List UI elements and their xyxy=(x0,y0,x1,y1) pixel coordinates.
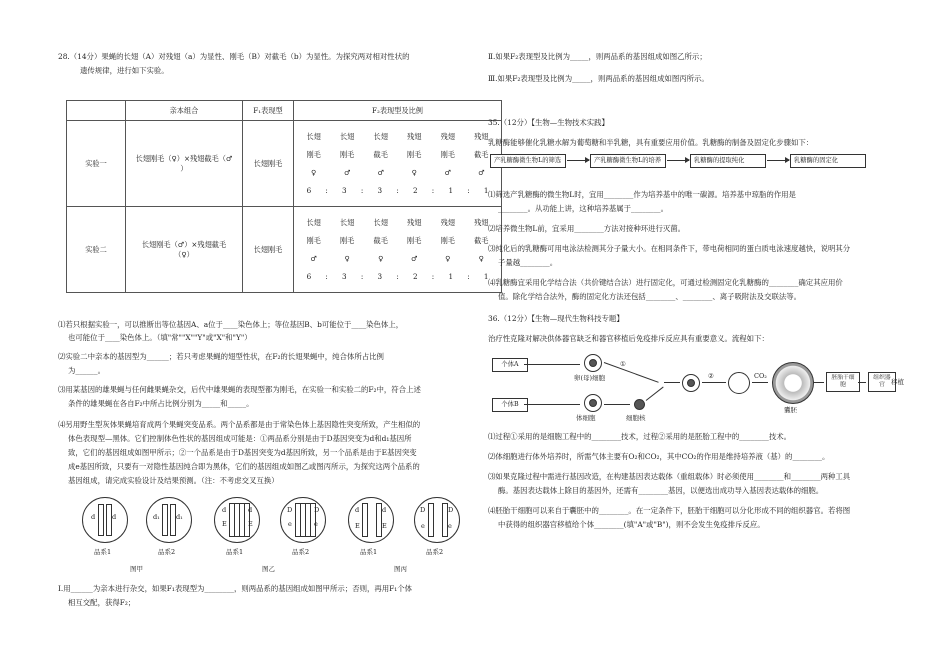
arrow-line xyxy=(752,382,768,383)
q28-sub1-line2: 也可能位于____染色体上。（填"常""X""Y"或"X"和"Y"） xyxy=(68,333,252,342)
q35-sub3-line1: ⑶纯化后的乳糖酶可用电泳法检测其分子量大小。在相同条件下，带电荷相同的蛋白质电泳速度越快，说明其分 xyxy=(488,244,851,253)
q28-iii: Ⅲ.如果F₂表现型及比例为_____，则两品系的基因组成如图丙所示。 xyxy=(488,74,709,83)
q35-title: 35.（12分）【生物—生物技术实践】 xyxy=(488,118,609,127)
arrow-line xyxy=(702,382,726,383)
oocyte-icon xyxy=(584,354,602,372)
q28-ii: Ⅱ.如果F₂表现型及比例为_____，则两品系的基因组成如图乙所示； xyxy=(488,52,707,61)
table-header-f1: F₁表现型 xyxy=(243,101,294,121)
arrow-line xyxy=(664,382,680,383)
q36-intro: 治疗性克隆对解决供体器官缺乏和器官移植后免疫排斥反应具有重要意义。流程如下： xyxy=(488,334,769,343)
q28-sub5-line2: 相互交配，获得F₂； xyxy=(68,598,136,607)
organ-box: 组织器官 xyxy=(868,372,896,392)
flow-step: 产乳糖酶微生物L的筛选 xyxy=(490,154,566,168)
strain2-label: 品系2 xyxy=(426,548,444,556)
q35-sub4-line1: ⑷乳糖酶宜采用化学结合法（共价键结合法）进行固定化，可通过检测固定化乳糖酶的________确定其应用价 xyxy=(488,278,843,287)
row-name: 实验一 xyxy=(67,121,126,207)
blastocyst-icon xyxy=(772,362,814,404)
strain1-label: 品系1 xyxy=(360,548,378,556)
table-header-parents: 亲本组合 xyxy=(126,101,243,121)
step2-label: ② xyxy=(708,372,714,380)
arrow-line xyxy=(604,404,630,405)
strain2-label: 品系2 xyxy=(292,548,310,556)
q28-sub4-line1: ⑷另用野生型灰体果蝇培育成两个果蝇突变品系。两个品系都是由于常染色体上基因隐性突变所致，产生相似的 xyxy=(58,420,421,429)
individual-a-box: 个体A xyxy=(492,358,528,372)
q28-sub4-line2: 体色表现型—黑体。它们控制体色性状的基因组成可能是：①两品系分别是由于D基因突变为d和d₁基因所 xyxy=(68,434,412,443)
q35-sub4-line2: 值。除化学结合法外，酶的固定化方法还包括________、________、离子吸附法及交联法等。 xyxy=(498,292,802,301)
q36-flowchart xyxy=(488,348,902,424)
arrow-line xyxy=(814,382,824,383)
cell-circle: d d E E xyxy=(348,497,394,543)
row-name: 实验二 xyxy=(67,207,126,293)
parents-line2: （♀） xyxy=(174,249,194,259)
cell-circle: d d xyxy=(82,497,128,543)
q28-sub4-line3: 致，它们的基因组成如图甲所示；②一个品系是由于D基因突变为d基因所致，另一个品系是由于E基因突变 xyxy=(68,448,417,457)
f2-line: 长翅 长翅 长翅 残翅 残翅 残翅 xyxy=(306,131,489,141)
q28-sub4-line4: 成e基因所致，只要有一对隐性基因纯合即为黑体，它们的基因组成如图乙或图丙所示，为探究这两个品系的 xyxy=(68,462,420,471)
q28-sub2-line2: 为______。 xyxy=(68,366,105,375)
experiment-table xyxy=(66,100,502,293)
f2-line: 刚毛 刚毛 截毛 刚毛 刚毛 截毛 xyxy=(306,235,489,245)
q36-sub4-line2: 中获得的组织器官移植给个体________(填"A"或"B")，则不会发生免疫排斥反应。 xyxy=(498,520,765,529)
f2-line: 6 : 3 : 3 : 2 : 1 : 1 xyxy=(306,271,489,281)
q36-sub3-line1: ⑶如果克隆过程中需进行基因改造，在构建基因表达载体（重组载体）时必须使用________和________两种工具 xyxy=(488,472,851,481)
q28-sub4-line5: 基因组成，请完成实验设计及结果预测。（注：不考虑交叉互换） xyxy=(68,476,279,485)
table-row xyxy=(67,121,502,207)
strain1-label: 品系1 xyxy=(94,548,112,556)
embryo-icon xyxy=(728,372,750,394)
q28-sub3-line2: 条件的雄果蝇在各自F₂中所占比例分别为_____和_____。 xyxy=(68,399,254,408)
row-parents xyxy=(126,121,243,207)
blastocyst-label: 囊胚 xyxy=(784,406,797,414)
arrow-icon xyxy=(667,160,689,161)
table-corner xyxy=(67,101,126,121)
arrow-line xyxy=(604,362,659,383)
flow-step: 产乳糖酶微生物L的培养 xyxy=(590,154,666,168)
arrow-line xyxy=(646,387,664,401)
f2-line: 长翅 长翅 长翅 残翅 残翅 残翅 xyxy=(306,217,489,227)
cell-circle: d d E E xyxy=(214,497,260,543)
strain2-label: 品系2 xyxy=(158,548,176,556)
q35-sub2: ⑵培养微生物L前，宜采用________方法对接种环进行灭菌。 xyxy=(488,224,686,233)
reconstructed-cell-icon xyxy=(682,374,700,392)
row-f1: 长翅刚毛 xyxy=(243,121,294,207)
cell-circle: D D e e xyxy=(414,497,460,543)
somatic-label: 体细胞 xyxy=(576,414,596,422)
figure-jia-label: 图甲 xyxy=(130,565,143,573)
row-f1: 长翅刚毛 xyxy=(243,207,294,293)
table-row xyxy=(67,207,502,293)
q28-sub3-line1: ⑶用某基因的雄果蝇与任何雌果蝇杂交，后代中雄果蝇的表现型都为刚毛，在实验一和实验二的F₂中，符合上述 xyxy=(58,385,421,394)
nucleus-icon xyxy=(634,399,645,410)
q36-sub4-line1: ⑷胚胎干细胞可以来自于囊胚中的________。在一定条件下，胚胎干细胞可以分化形成不同的组织器官。若将图 xyxy=(488,506,851,515)
q28-intro-line1: 28.（14分）果蝇的长翅（A）对残翅（a）为显性、刚毛（B）对截毛（b）为显性。为探究两对相对性状的 xyxy=(58,52,410,61)
somatic-cell-icon xyxy=(584,394,602,412)
table-header-f2: F₂表现型及比例 xyxy=(294,101,502,121)
row-f2 xyxy=(294,121,502,207)
q35-intro: 乳糖酶能够催化乳糖水解为葡萄糖和半乳糖，具有重要应用价值。乳糖酶的制备及固定化步骤如下： xyxy=(488,138,814,147)
parents-line2: ） xyxy=(180,163,188,173)
q36-sub3-line2: 酶。基因表达载体上除目的基因外，还需有________基因，以便选出成功导入基因表达载体的细胞。 xyxy=(498,486,824,495)
q28-sub1-line1: ⑴若只根据实验一，可以推断出等位基因A、a位于____染色体上；等位基因B、b可能位于____染色体上， xyxy=(58,320,404,329)
f2-line: ♂ ♀ ♀ ♂ ♀ ♀ xyxy=(310,253,484,263)
q36-title: 36.（12分）【生物—现代生物科技专题】 xyxy=(488,314,624,323)
individual-b-box: 个体B xyxy=(492,398,528,412)
q28-sub5-line1: Ⅰ.用______为亲本进行杂交，如果F₁表现型为________，则两品系的基因组成如图甲所示；否则，再用F₁个体 xyxy=(58,584,413,593)
q35-flowchart xyxy=(490,154,866,168)
co2-label: CO₂ xyxy=(754,372,767,380)
q28-intro-line2: 遗传规律，进行如下实验。 xyxy=(80,66,169,75)
esc-box: 胚胎干细胞 xyxy=(826,372,860,392)
transplant-label: 移植 xyxy=(891,378,904,386)
row-parents xyxy=(126,207,243,293)
arrow-line xyxy=(524,404,580,405)
flow-step: 乳糖酶的提取纯化 xyxy=(690,154,766,168)
q36-sub2: ⑵体细胞进行体外培养时，所需气体主要有O₂和CO₂，其中CO₂的作用是维持培养液（基）的________。 xyxy=(488,452,830,461)
arrow-icon xyxy=(767,160,789,161)
cell-circle: d₁ d₁ xyxy=(146,497,192,543)
q35-sub3-line2: 子量越________。 xyxy=(498,258,558,267)
parents-line1: 长翅刚毛（♀）×残翅截毛（♂ xyxy=(135,154,233,164)
arrow-icon xyxy=(567,160,589,161)
parents-line1: 长翅刚毛（♂）×残翅截毛 xyxy=(141,240,227,250)
nucleus-label: 细胞核 xyxy=(626,414,646,422)
arrow-line xyxy=(858,382,866,383)
flow-step: 乳糖酶的固定化 xyxy=(790,154,866,168)
cell-circle: D D e e xyxy=(280,497,326,543)
f2-line: 刚毛 刚毛 截毛 刚毛 刚毛 截毛 xyxy=(306,149,489,159)
q35-sub1-line1: ⑴筛选产乳糖酶的微生物L时，宜用________作为培养基中的唯一碳源。培养基中琼脂的作用是 xyxy=(488,190,796,199)
arrow-line xyxy=(524,364,580,365)
figure-bing-label: 图丙 xyxy=(394,565,407,573)
q28-sub2-line1: ⑵实验二中亲本的基因型为______；若只考虑果蝇的翅型性状，在F₂的长翅果蝇中，纯合体所占比例 xyxy=(58,352,384,361)
row-f2 xyxy=(294,207,502,293)
figure-yi-label: 图乙 xyxy=(262,565,275,573)
f2-line: 6 : 3 : 3 : 2 : 1 : 1 xyxy=(306,185,489,195)
oocyte-label: 卵(母)细胞 xyxy=(574,374,606,382)
f2-line: ♀ ♂ ♂ ♀ ♂ ♂ xyxy=(311,167,485,177)
strain1-label: 品系1 xyxy=(226,548,244,556)
step1-label: ① xyxy=(620,360,626,368)
q35-sub1-line2: ________。从功能上讲，这种培养基属于________。 xyxy=(498,204,668,213)
q36-sub1: ⑴过程①采用的是细胞工程中的________技术，过程②采用的是胚胎工程中的________技术。 xyxy=(488,432,792,441)
